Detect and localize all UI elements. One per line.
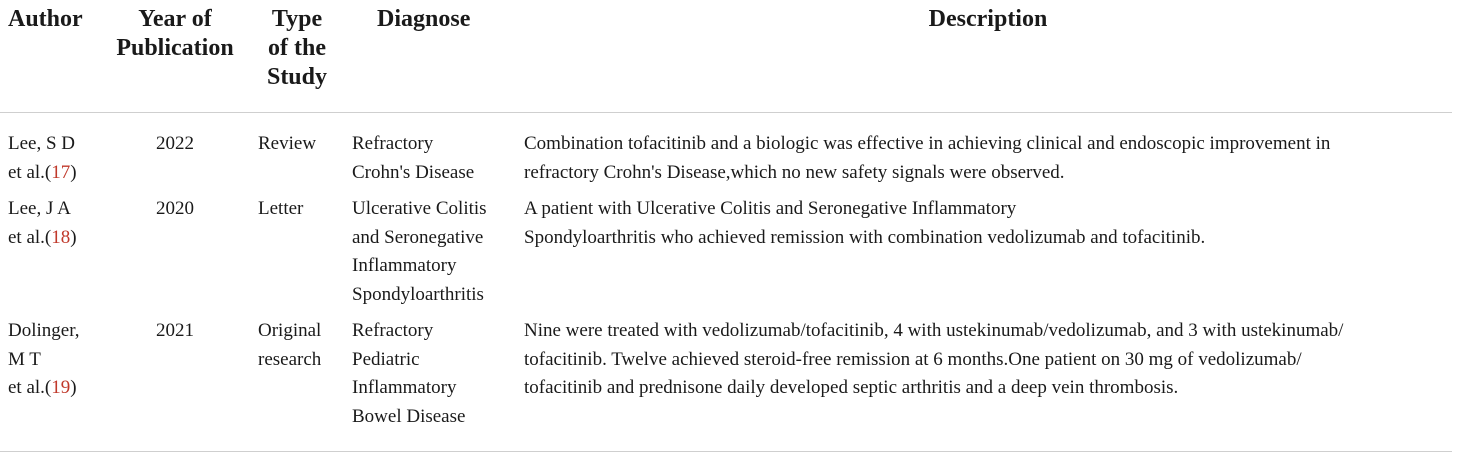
- type-cell: [258, 130, 316, 159]
- author-ref-line: [8, 374, 80, 403]
- description-cell: [524, 317, 1343, 403]
- header-author-text: Author: [8, 6, 83, 32]
- type-cell: [258, 195, 303, 224]
- diagnose-line: Ulcerative Colitis: [352, 198, 487, 219]
- header-type-line3: Study: [266, 64, 328, 90]
- diagnose-line: Refractory: [352, 133, 434, 154]
- description-line: tofacitinib and prednisone daily developed septic arthritis and a deep vein thrombosis.: [524, 377, 1179, 398]
- reference-link[interactable]: 19: [51, 377, 71, 398]
- diagnose-cell: [352, 195, 487, 309]
- ref-close: ): [70, 226, 77, 248]
- author-cell: [8, 130, 77, 187]
- description-cell: [524, 195, 1205, 252]
- year-cell: [108, 130, 242, 159]
- header-divider: [0, 112, 1452, 113]
- diagnose-cell: [352, 130, 474, 187]
- header-diagnose: [352, 5, 537, 34]
- description-cell: [524, 130, 1330, 187]
- diagnose-line: Inflammatory: [352, 255, 457, 276]
- header-type: [258, 5, 336, 92]
- diagnose-line: Pediatric: [352, 348, 420, 370]
- author-etal: et al.(: [8, 377, 52, 398]
- description-line: Nine were treated with vedolizumab/tofacitinib, 4 with ustekinumab/vedolizumab, and 3 with ustekinumab/: [524, 320, 1344, 341]
- type-line: research: [258, 348, 322, 370]
- description-line: Spondyloarthritis who achieved remission with combination vedolizumab and tofacitinib.: [524, 226, 1206, 248]
- diagnose-line: Bowel Disease: [352, 405, 466, 427]
- header-diagnose-text: Diagnose: [377, 6, 471, 32]
- ref-close: ): [70, 377, 77, 398]
- author-ref-line: [8, 224, 77, 253]
- author-line: Lee, S D: [8, 133, 76, 154]
- description-line: A patient with Ulcerative Colitis and Seronegative Inflammatory: [524, 198, 1017, 219]
- year-text: 2021: [156, 320, 194, 341]
- bottom-divider: [0, 451, 1452, 452]
- header-type-line2: of the: [268, 35, 326, 61]
- header-author: [8, 5, 83, 34]
- diagnose-line: Crohn's Disease: [352, 161, 475, 183]
- diagnose-cell: [352, 317, 465, 431]
- author-cell: [8, 317, 80, 403]
- author-cell: [8, 195, 77, 252]
- diagnose-line: and Seronegative: [352, 226, 484, 248]
- description-line: Combination tofacitinib and a biologic was effective in achieving clinical and endoscopic improvement in: [524, 133, 1331, 154]
- author-line: Lee, J A: [8, 198, 71, 219]
- year-cell: [108, 317, 242, 346]
- header-year-line2: Publication: [116, 35, 234, 61]
- type-line: Review: [258, 133, 317, 154]
- description-line: refractory Crohn's Disease,which no new safety signals were observed.: [524, 161, 1065, 183]
- type-line: Original: [258, 320, 322, 341]
- header-year: [108, 5, 242, 63]
- header-type-line1: Type: [271, 6, 323, 32]
- diagnose-line: Inflammatory: [352, 377, 457, 398]
- ref-close: ): [70, 161, 77, 183]
- description-line: tofacitinib. Twelve achieved steroid-free remission at 6 months.One patient on 30 mg of vedolizumab/: [524, 348, 1302, 370]
- header-year-line1: Year of: [138, 6, 212, 32]
- author-line: Dolinger,: [8, 320, 80, 341]
- year-text: 2020: [156, 198, 194, 219]
- author-etal: et al.(: [8, 161, 52, 183]
- year-text: 2022: [156, 133, 194, 154]
- header-description-text: Description: [928, 6, 1048, 32]
- header-description: [524, 5, 1452, 34]
- diagnose-line: Spondyloarthritis: [352, 283, 484, 305]
- year-cell: [108, 195, 242, 224]
- reference-link[interactable]: 18: [51, 226, 71, 248]
- author-etal: et al.(: [8, 226, 52, 248]
- type-line: Letter: [258, 198, 304, 219]
- author-ref-line: [8, 159, 77, 188]
- author-line: M T: [8, 348, 41, 370]
- type-cell: [258, 317, 321, 374]
- diagnose-line: Refractory: [352, 320, 434, 341]
- reference-link[interactable]: 17: [51, 161, 71, 183]
